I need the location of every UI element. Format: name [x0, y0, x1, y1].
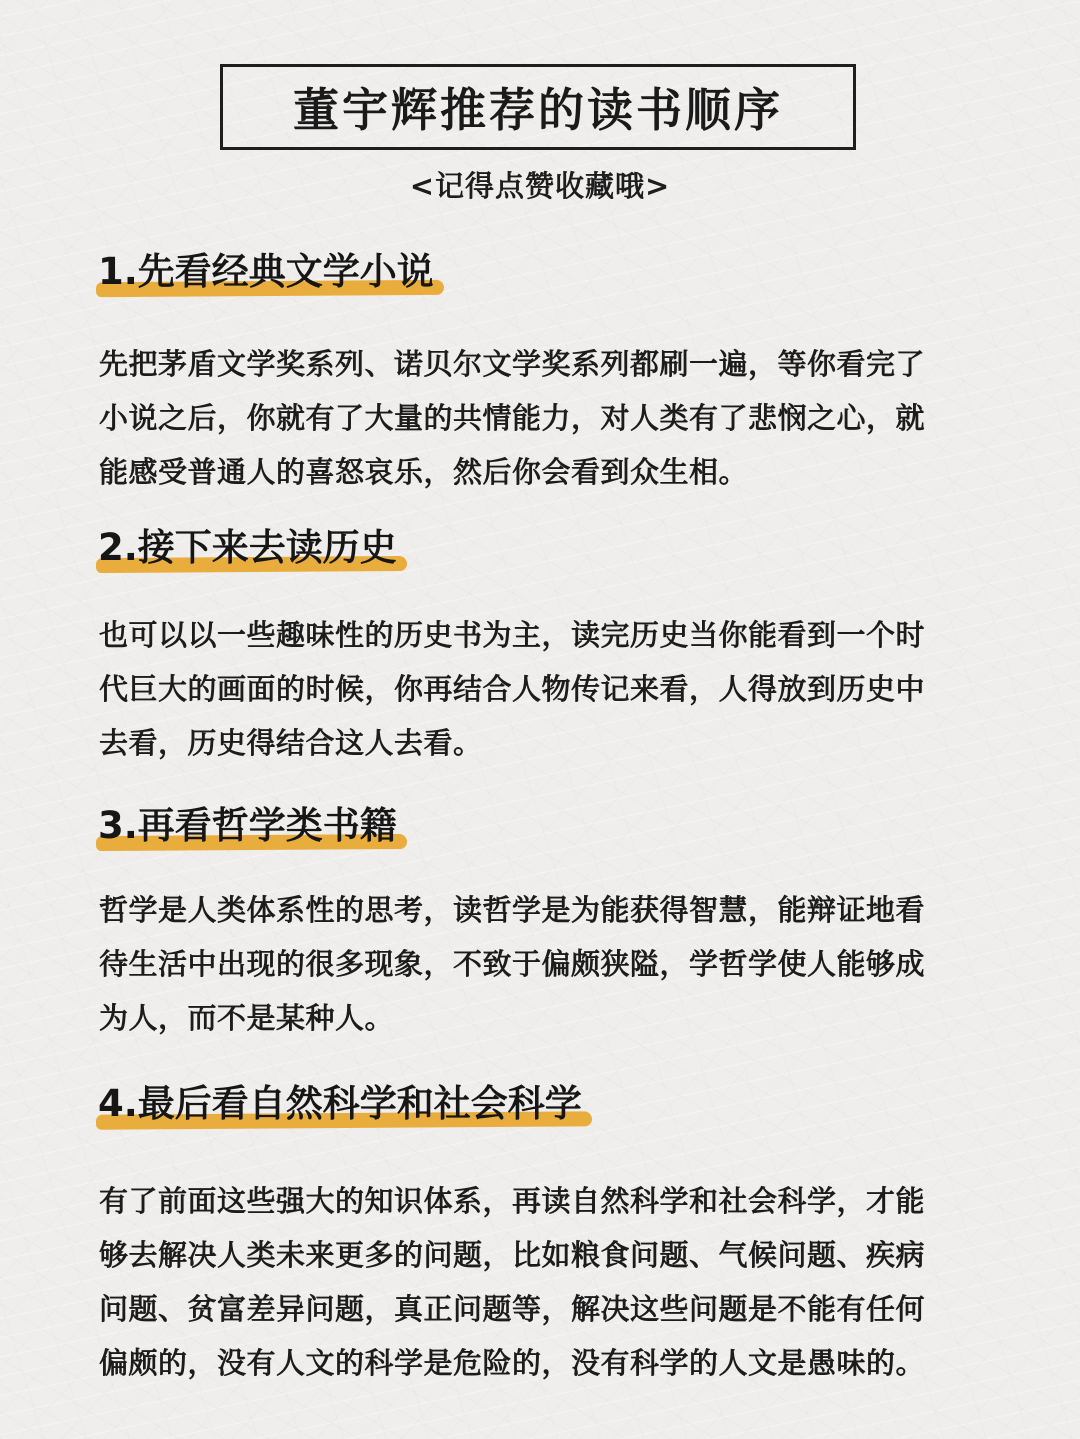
section-2-line-2: 代巨大的画面的时候，你再结合人物传记来看，人得放到历史中 [99, 672, 926, 706]
section-1-heading-text: 1.先看经典文学小说 [98, 250, 434, 293]
section-1-line-3: 能感受普通人的喜怒哀乐，然后你会看到众生相。 [99, 455, 749, 489]
section-2-heading-text: 2.接下来去读历史 [98, 526, 397, 569]
section-3-body [99, 883, 1021, 1045]
section-4-line-2: 够去解决人类未来更多的问题，比如粮食问题、气候问题、疾病 [99, 1238, 926, 1272]
section-3-line-2: 待生活中出现的很多现象，不致于偏颇狭隘，学哲学使人能够成 [99, 947, 926, 981]
section-1-heading [98, 246, 434, 298]
section-3-heading-text: 3.再看哲学类书籍 [98, 804, 397, 847]
section-3-line-3: 为人，而不是某种人。 [99, 1001, 395, 1035]
section-4-body [99, 1174, 1021, 1390]
section-3-heading [98, 800, 397, 852]
section-1-line-2: 小说之后，你就有了大量的共情能力，对人类有了悲悯之心，就 [99, 401, 926, 435]
section-2-heading [98, 522, 397, 574]
page-subtitle: <记得点赞收藏哦> [409, 169, 671, 203]
title-box [220, 64, 856, 150]
section-4-line-3: 问题、贫富差异问题，真正问题等，解决这些问题是不能有任何 [99, 1292, 926, 1326]
section-4-heading [98, 1078, 582, 1130]
section-3-line-1: 哲学是人类体系性的思考，读哲学是为能获得智慧，能辩证地看 [99, 893, 926, 927]
page-title: 董宇辉推荐的读书顺序 [293, 83, 783, 137]
section-4-line-4: 偏颇的，没有人文的科学是危险的，没有科学的人文是愚味的。 [99, 1346, 926, 1380]
section-4-line-1: 有了前面这些强大的知识体系，再读自然科学和社会科学，才能 [99, 1184, 926, 1218]
section-2-body [99, 608, 1021, 770]
section-4-heading-text: 4.最后看自然科学和社会科学 [98, 1082, 582, 1125]
section-1-line-1: 先把茅盾文学奖系列、诺贝尔文学奖系列都刷一遍，等你看完了 [99, 347, 926, 381]
section-2-line-1: 也可以以一些趣味性的历史书为主，读完历史当你能看到一个时 [99, 618, 926, 652]
section-2-line-3: 去看，历史得结合这人去看。 [99, 726, 483, 760]
section-1-body [99, 337, 1021, 499]
